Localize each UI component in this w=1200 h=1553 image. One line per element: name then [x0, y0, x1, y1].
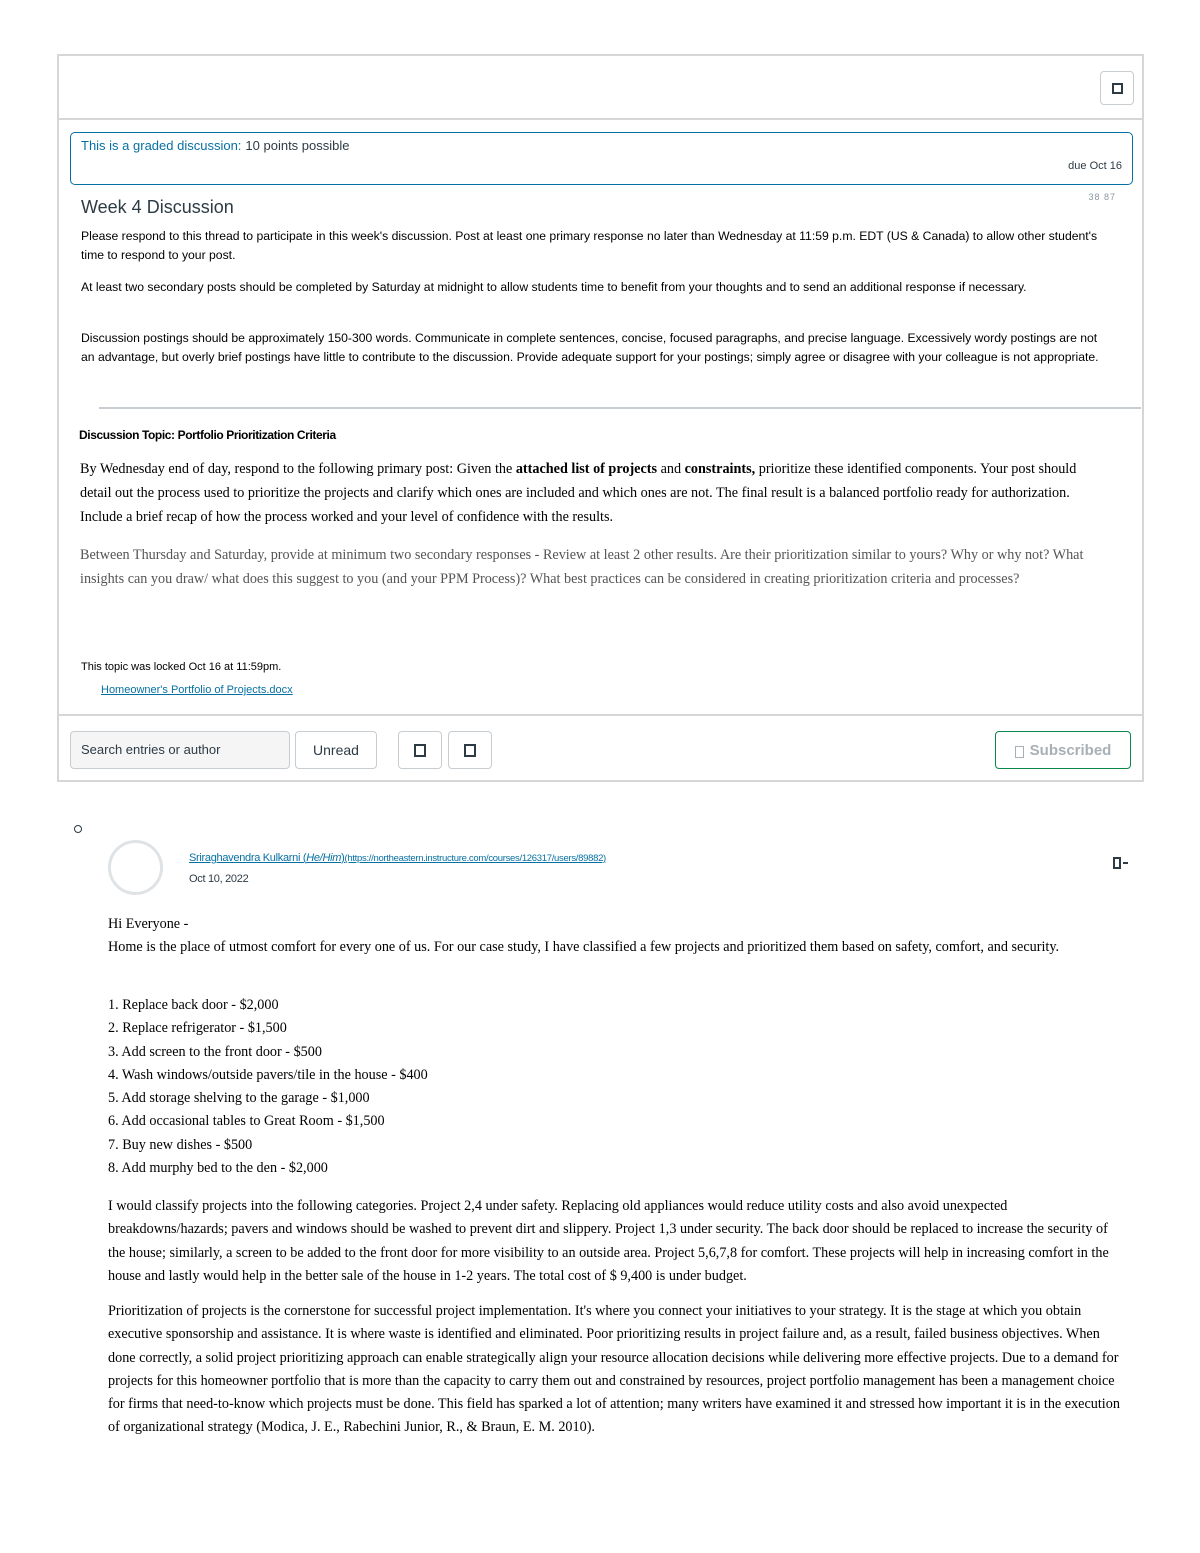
intro-paragraph-3: Discussion postings should be approximately 150-300 words. Communicate in complete sentences, concise, focused paragraphs, and precise language. Excessively wordy postings are not an advantage, but overly brief postings have little to contribute to the discussion. Provide adequate support for your postings; simply agree or disagree with your colleague is not appropriate. — [81, 331, 1099, 364]
expand-all-button[interactable] — [398, 731, 442, 769]
topic-heading: Discussion Topic: Portfolio Prioritization Criteria — [79, 428, 336, 442]
avatar[interactable] — [108, 840, 163, 895]
reply-counts: 38 87 — [1088, 192, 1116, 202]
entry-options-button[interactable] — [1113, 857, 1128, 869]
project-list — [108, 994, 1126, 1180]
entry-greeting: Hi Everyone - Home is the place of utmost comfort for every one of us. For our case study, I have classified a few projects and prioritized them based on safety, comfort, and security. — [108, 913, 1126, 960]
subscribed-button[interactable] — [995, 731, 1131, 769]
entry-date: Oct 10, 2022 — [189, 873, 249, 885]
list-item: 3. Add screen to the front door - $500 — [108, 1043, 322, 1060]
secondary-post-instructions: Between Thursday and Saturday, provide at minimum two secondary responses - Review at least 2 other results. Are their prioritization similar to yours? Why or why not? What insights can you draw/ what does this suggest to you (and your PPM Process)? What best practices can be considered in creating prioritization criteria and processes? — [80, 547, 1084, 587]
discussion-panel — [57, 54, 1144, 782]
search-input[interactable]: Search entries or author — [70, 731, 290, 769]
intro-paragraph-2: At least two secondary posts should be completed by Saturday at midnight to allow students time to benefit from your thoughts and to send an additional response if necessary. — [81, 280, 1027, 294]
graded-label: This is a graded discussion: 10 points possible — [81, 138, 350, 153]
attachment-link[interactable]: Homeowner's Portfolio of Projects.docx — [101, 684, 293, 696]
kebab-icon — [1112, 83, 1123, 94]
list-item: 7. Buy new dishes - $500 — [108, 1136, 253, 1153]
primary-post-instructions: By Wednesday end of day, respond to the following primary post: Given the attached list of projects and constraints, prioritize these identified components. Your post should detail out the process used to prioritize the projects and clarify which ones are included and which ones are not. The final result is a balanced portfolio ready for authorization. Include a brief recap of how the process worked and your level of confidence with the results. — [80, 461, 1077, 525]
list-item: 2. Replace refrigerator - $1,500 — [108, 1020, 287, 1037]
entry-paragraph-1: I would classify projects into the following categories. Project 2,4 under safety. Replacing old appliances would reduce utility costs and also avoid unexpected breakdowns/hazards; pavers and windows should be washed to prevent dirt and slippery. Project 1,3 under security. The back door should be replaced to increase the security of the house; similarly, a screen to be added to the front door for more visibility to an outside area. Project 5,6,7,8 for comfort. These projects will help in increasing comfort in the house and lastly would help in the better sale of the house in 1-2 years. The total cost of $ 9,400 is under budget. — [108, 1198, 1109, 1284]
list-item: 6. Add occasional tables to Great Room - $1,500 — [108, 1113, 385, 1130]
collapse-thread-icon[interactable] — [74, 825, 82, 833]
attached-list-link-text: attached list of projects — [515, 461, 658, 477]
entry-intro: Home is the place of utmost comfort for every one of us. For our case study, I have classified a few projects and prioritized them based on safety, comfort, and security. — [108, 939, 1060, 956]
bookmark-icon — [1015, 746, 1024, 758]
points-possible: 10 points possible — [245, 138, 350, 153]
more-icon — [1113, 857, 1121, 869]
list-item: 1. Replace back door - $2,000 — [108, 997, 279, 1013]
expand-icon — [414, 744, 426, 757]
unread-filter-button[interactable]: Unread — [295, 731, 377, 769]
graded-discussion-banner — [70, 132, 1133, 185]
entry-paragraph-2: Prioritization of projects is the cornerstone for successful project implementation. It's where you connect your initiatives to your strategy. It is the stage at which you obtain executive sponsorship and assistance. It is where waste is identified and eliminated. Poor prioritizing results in project failure and, as a result, failed business objectives. When done correctly, a solid project prioritizing approach can enable strategically align your resource allocation decisions while delivering more effective projects. Due to a demand for projects for this homeowner portfolio that is more than the capacity to carry them out and constrained by resources, project portfolio management has been a management choice for firms that need-to-know which projects must be done. This field has sparked a lot of attention; many writers have examined it and stressed how important it is in the execution of organizational strategy (Modica, J. E., Rabechini Junior, R., & Braun, E. M. 2010). — [108, 1303, 1120, 1436]
list-item: 8. Add murphy bed to the den - $2,000 — [108, 1160, 328, 1177]
collapse-all-button[interactable] — [448, 731, 492, 769]
collapse-icon — [464, 744, 476, 757]
discussion-toolbar-top — [59, 56, 1142, 120]
page-title: Week 4 Discussion — [81, 197, 234, 217]
intro-paragraph-1: Please respond to this thread to participate in this week's discussion. Post at least one primary response no later than Wednesday at 11:59 p.m. EDT (US & Canada) to allow other student's time to respond to your post. — [81, 229, 1098, 262]
options-button[interactable] — [1100, 71, 1134, 105]
subscribed-label: Subscribed — [1029, 741, 1112, 759]
locked-notice: This topic was locked Oct 16 at 11:59pm. — [81, 661, 282, 673]
due-date: due Oct 16 — [1068, 160, 1122, 172]
list-item: 4. Wash windows/outside pavers/tile in the house - $400 — [108, 1066, 428, 1083]
divider — [59, 714, 1142, 716]
list-item: 5. Add storage shelving to the garage - $1,000 — [108, 1090, 370, 1107]
author-link[interactable]: Sriraghavendra Kulkarni (He/Him)(https://northeastern.instructure.com/courses/126317/users/89882) — [189, 852, 606, 864]
divider — [99, 407, 1141, 409]
